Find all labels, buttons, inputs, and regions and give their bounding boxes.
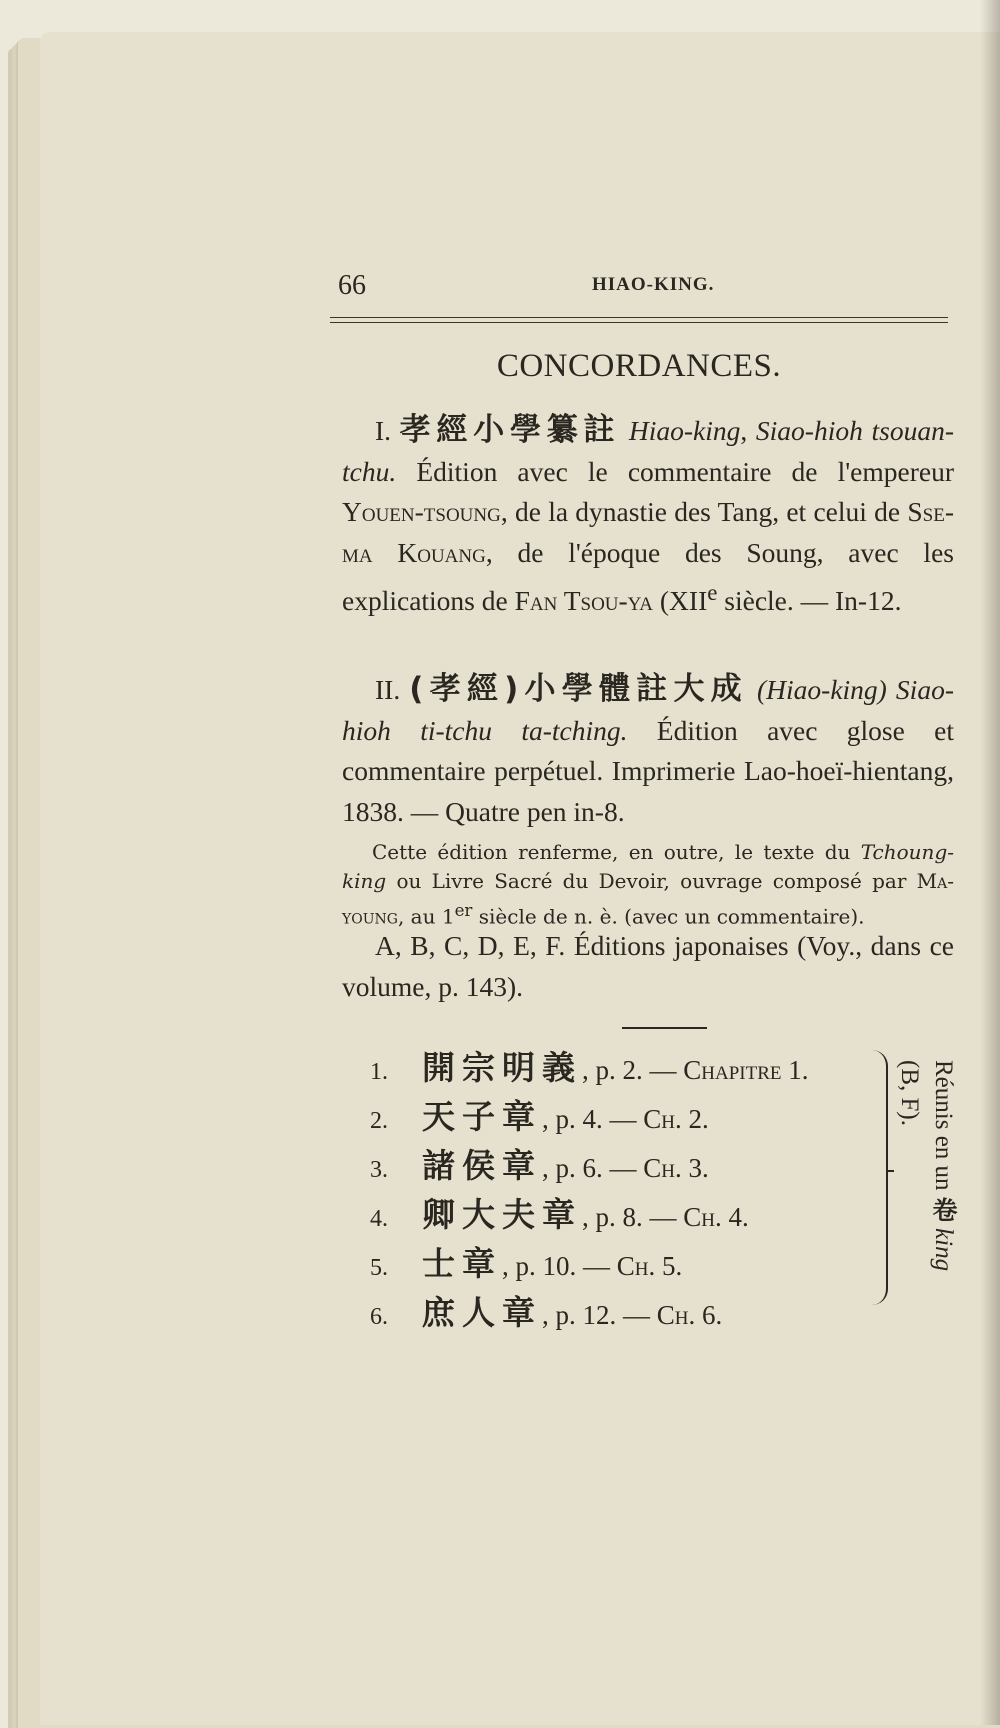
entry-one-title-romanized-2: Siao-hioh tsouan-tchu. [342,415,954,487]
side-note [890,1060,960,1300]
list-item [370,1189,890,1238]
side-note-text-b: (B, F). [896,1060,923,1126]
chapter-chinese-title: 開宗明義 [422,1048,582,1087]
entry-one-text-e: siècle. — In-12. [717,585,902,617]
chapter-number: 1. [370,1059,388,1085]
entry-one-sup: e [707,580,718,605]
chapter-list [370,1042,890,1336]
list-item [370,1238,890,1287]
entry-two [342,669,954,832]
entry-one-text-c: , de l'époque des Soung, avec les explications de [342,536,954,617]
running-title: HIAO-KING. [592,274,715,295]
entry-one-text-a: Édition avec le commentaire de l'empereur [396,455,954,487]
list-item [370,1140,890,1189]
note-text-b: ou Livre Sacré du Devoir, ouvrage composé par [386,869,917,893]
note-italic: Tchoung-king [342,840,954,893]
list-item [370,1287,890,1336]
chapter-chinese-title: 卿大夫章 [422,1195,582,1234]
entry-two-title-romanized: (Hiao-king) Siao-hioh ti-tchu ta-tching. [342,674,954,746]
chapter-number: 2. [370,1108,388,1134]
chapter-chinese-title: 庶人章 [422,1293,542,1332]
chapter-label: Ch. 6. [656,1300,723,1330]
entry-one-name-fan: Fan Tsou-ya [514,585,654,617]
chapter-chinese-title: 士章 [422,1244,502,1283]
entry-one-name-emperor: Youen-tsoung [342,496,501,527]
chapter-number: 6. [370,1304,388,1330]
entry-two-numeral: II. [375,674,410,705]
note-sup: er [454,901,473,920]
entry-one-text-b: , de la dynastie des Tang, et celui de [500,496,908,527]
chapter-label: Ch. 4. [683,1202,749,1232]
chapter-page-ref: , p. 10. — [502,1251,617,1281]
side-note-text-a: Réunis en un [930,1060,957,1197]
chapter-chinese-title: 諸侯章 [422,1146,542,1185]
entry-one-name-sse-ma: Sse-ma Kouang [342,496,954,568]
page-header [338,270,948,300]
chapter-label: Ch. 3. [643,1153,709,1183]
side-note-chinese: 卷 [929,1196,958,1222]
entry-one-numeral: I. [375,415,400,446]
chapter-page-ref: , p. 8. — [582,1202,684,1232]
note-text-d: siècle de n. è. (avec un commentaire). [472,904,865,929]
chapter-chinese-title: 天子章 [422,1097,542,1136]
spine-shadow [980,0,1000,1725]
list-item [370,1091,890,1140]
chapter-page-ref: , p. 2. — [582,1055,684,1085]
chapter-number: 5. [370,1255,388,1281]
note-text-c: , au 1 [397,904,455,929]
side-note-italic: king [930,1221,957,1272]
edition-note [342,838,954,932]
section-title: CONCORDANCES. [496,348,782,384]
entry-one-separator: , [740,415,756,446]
entry-one-chinese-title: 孝經小學纂註 [399,412,621,448]
note-text-a: Cette édition renferme, en outre, le texte du [372,840,861,864]
section-divider [622,1027,707,1029]
chapter-page-ref: , p. 6. — [542,1153,644,1183]
header-rule-bottom [330,322,948,323]
entry-one-title-romanized: Hiao-king [628,415,741,446]
header-rule-top [330,317,948,318]
page-number: 66 [338,270,366,301]
japanese-editions-text: A, B, C, D, E, F. Éditions japonaises (Voy., dans ce volume, p. 143). [342,930,954,1002]
chapter-page-ref: , p. 4. — [542,1104,644,1134]
chapter-label: Chapitre 1. [683,1055,809,1085]
chapter-label: Ch. 2. [643,1104,709,1134]
chapter-label: Ch. 5. [616,1251,683,1281]
chapter-page-ref: , p. 12. — [542,1300,657,1330]
grouping-brace [872,1050,888,1305]
entry-one [342,410,954,622]
entry-two-text: Édition avec glose et commentaire perpétuel. Imprimerie Lao-hoeï-hientang, 1838. — Quatre pen in-8. [342,714,954,827]
note-name: Ma-young [342,869,954,929]
entry-one-text-d: (XII [653,585,708,617]
chapter-number: 3. [370,1157,388,1183]
list-item [370,1042,890,1091]
japanese-editions [342,926,954,1007]
entry-two-chinese-title: (孝經)小學體註大成 [409,671,748,707]
chapter-number: 4. [370,1206,388,1232]
